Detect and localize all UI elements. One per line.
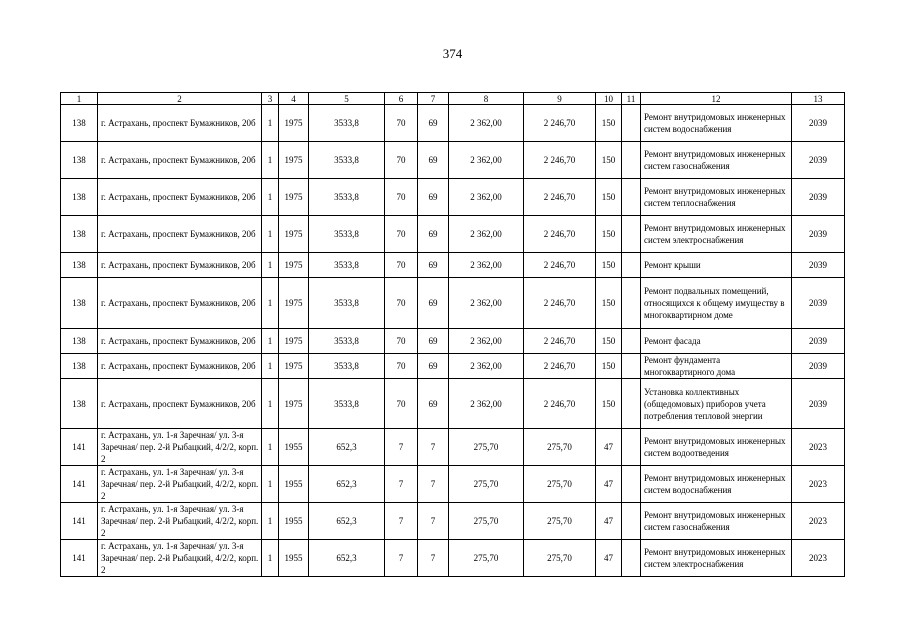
row-number-cell: 141 [61,503,98,540]
cell: 2 246,70 [524,179,596,216]
cell [622,253,641,278]
table-header-row [61,93,845,105]
year-cell: 1955 [279,466,309,503]
cell: 150 [596,253,622,278]
address-cell: г. Астрахань, ул. 1-я Заречная/ ул. 3-я Заречная/ пер. 2-й Рыбацкий, 4/2/2, корп. 2 [98,540,262,577]
cell: 69 [418,329,449,354]
work-type-cell: Ремонт фасада [641,329,792,354]
column-header: 13 [792,93,845,105]
cell: 69 [418,216,449,253]
year-cell: 1975 [279,329,309,354]
area-cell: 3533,8 [309,179,385,216]
year-cell: 1975 [279,105,309,142]
row-number-cell: 138 [61,329,98,354]
address-cell: г. Астрахань, проспект Бумажников, 20б [98,105,262,142]
year-cell: 1975 [279,216,309,253]
row-number-cell: 138 [61,216,98,253]
year-cell: 1975 [279,278,309,329]
cell: 47 [596,429,622,466]
row-number-cell: 141 [61,540,98,577]
column-header: 9 [524,93,596,105]
work-type-cell: Ремонт внутридомовых инженерных систем электроснабжения [641,216,792,253]
cell [622,379,641,429]
row-number-cell: 141 [61,466,98,503]
cell: 2 362,00 [449,179,524,216]
cell: 275,70 [524,503,596,540]
area-cell: 652,3 [309,466,385,503]
cell: 69 [418,105,449,142]
cell: 150 [596,179,622,216]
address-cell: г. Астрахань, проспект Бумажников, 20б [98,379,262,429]
table-row [61,379,845,429]
cell: 275,70 [449,540,524,577]
cell: 70 [385,105,418,142]
cell: 150 [596,142,622,179]
cell: 275,70 [524,540,596,577]
table-row [61,503,845,540]
year-cell: 1955 [279,429,309,466]
cell: 7 [385,503,418,540]
cell: 2 362,00 [449,253,524,278]
cell: 150 [596,278,622,329]
cell: 150 [596,216,622,253]
cell: 70 [385,329,418,354]
planned-year-cell: 2039 [792,354,845,379]
cell: 69 [418,354,449,379]
cell: 1 [262,379,279,429]
cell: 7 [418,503,449,540]
table-row [61,179,845,216]
planned-year-cell: 2039 [792,179,845,216]
cell: 275,70 [449,429,524,466]
cell: 70 [385,379,418,429]
cell: 2 246,70 [524,105,596,142]
cell: 7 [385,429,418,466]
row-number-cell: 138 [61,179,98,216]
planned-year-cell: 2039 [792,278,845,329]
cell: 70 [385,253,418,278]
address-cell: г. Астрахань, ул. 1-я Заречная/ ул. 3-я Заречная/ пер. 2-й Рыбацкий, 4/2/2, корп. 2 [98,429,262,466]
cell: 69 [418,179,449,216]
cell: 1 [262,429,279,466]
work-type-cell: Ремонт внутридомовых инженерных систем теплоснабжения [641,179,792,216]
year-cell: 1955 [279,540,309,577]
area-cell: 3533,8 [309,329,385,354]
cell: 275,70 [449,503,524,540]
cell [622,329,641,354]
planned-year-cell: 2039 [792,216,845,253]
year-cell: 1975 [279,379,309,429]
column-header: 8 [449,93,524,105]
planned-year-cell: 2023 [792,466,845,503]
cell: 1 [262,540,279,577]
year-cell: 1975 [279,142,309,179]
column-header: 5 [309,93,385,105]
cell: 1 [262,253,279,278]
address-cell: г. Астрахань, проспект Бумажников, 20б [98,329,262,354]
cell: 275,70 [524,429,596,466]
cell [622,540,641,577]
row-number-cell: 138 [61,253,98,278]
cell: 70 [385,179,418,216]
cell: 150 [596,105,622,142]
table-row [61,429,845,466]
cell: 47 [596,540,622,577]
planned-year-cell: 2023 [792,429,845,466]
work-type-cell: Ремонт внутридомовых инженерных систем газоснабжения [641,142,792,179]
page-number: 374 [442,46,463,61]
cell: 2 246,70 [524,278,596,329]
area-cell: 3533,8 [309,354,385,379]
address-cell: г. Астрахань, ул. 1-я Заречная/ ул. 3-я Заречная/ пер. 2-й Рыбацкий, 4/2/2, корп. 2 [98,503,262,540]
work-type-cell: Ремонт внутридомовых инженерных систем водоснабжения [641,466,792,503]
area-cell: 3533,8 [309,379,385,429]
year-cell: 1975 [279,253,309,278]
cell [622,278,641,329]
cell: 2 246,70 [524,216,596,253]
cell: 70 [385,354,418,379]
table-row [61,253,845,278]
planned-year-cell: 2023 [792,540,845,577]
cell: 1 [262,142,279,179]
cell: 275,70 [524,466,596,503]
address-cell: г. Астрахань, проспект Бумажников, 20б [98,278,262,329]
planned-year-cell: 2039 [792,142,845,179]
planned-year-cell: 2039 [792,105,845,142]
area-cell: 3533,8 [309,105,385,142]
cell: 275,70 [449,466,524,503]
column-header: 3 [262,93,279,105]
area-cell: 652,3 [309,540,385,577]
address-cell: г. Астрахань, ул. 1-я Заречная/ ул. 3-я Заречная/ пер. 2-й Рыбацкий, 4/2/2, корп. 2 [98,466,262,503]
table-row [61,540,845,577]
cell: 1 [262,329,279,354]
cell [622,429,641,466]
cell [622,216,641,253]
cell: 47 [596,466,622,503]
row-number-cell: 138 [61,142,98,179]
column-header: 11 [622,93,641,105]
work-type-cell: Ремонт фундамента многоквартирного дома [641,354,792,379]
work-type-cell: Установка коллективных (общедомовых) приборов учета потребления тепловой энергии [641,379,792,429]
row-number-cell: 138 [61,105,98,142]
column-header: 7 [418,93,449,105]
area-cell: 652,3 [309,503,385,540]
cell: 2 362,00 [449,142,524,179]
cell [622,179,641,216]
cell: 69 [418,142,449,179]
repair-schedule-table [60,92,845,577]
table-row [61,354,845,379]
cell: 7 [385,540,418,577]
cell [622,503,641,540]
row-number-cell: 138 [61,379,98,429]
planned-year-cell: 2039 [792,253,845,278]
cell: 7 [418,466,449,503]
cell: 47 [596,503,622,540]
cell: 2 246,70 [524,142,596,179]
row-number-cell: 141 [61,429,98,466]
area-cell: 3533,8 [309,216,385,253]
table-row [61,466,845,503]
cell: 150 [596,354,622,379]
column-header: 10 [596,93,622,105]
cell [622,466,641,503]
address-cell: г. Астрахань, проспект Бумажников, 20б [98,142,262,179]
address-cell: г. Астрахань, проспект Бумажников, 20б [98,253,262,278]
address-cell: г. Астрахань, проспект Бумажников, 20б [98,216,262,253]
cell: 2 362,00 [449,354,524,379]
cell: 1 [262,216,279,253]
cell: 70 [385,142,418,179]
address-cell: г. Астрахань, проспект Бумажников, 20б [98,354,262,379]
work-type-cell: Ремонт внутридомовых инженерных систем водоснабжения [641,105,792,142]
cell: 1 [262,105,279,142]
cell: 69 [418,379,449,429]
table-row [61,278,845,329]
planned-year-cell: 2039 [792,329,845,354]
cell: 2 362,00 [449,329,524,354]
area-cell: 3533,8 [309,142,385,179]
area-cell: 3533,8 [309,278,385,329]
cell [622,142,641,179]
work-type-cell: Ремонт внутридомовых инженерных систем электроснабжения [641,540,792,577]
column-header: 4 [279,93,309,105]
column-header: 2 [98,93,262,105]
column-header: 12 [641,93,792,105]
work-type-cell: Ремонт внутридомовых инженерных систем водоотведения [641,429,792,466]
cell: 150 [596,329,622,354]
table-row [61,329,845,354]
cell: 1 [262,179,279,216]
cell: 70 [385,278,418,329]
cell: 1 [262,466,279,503]
cell: 69 [418,253,449,278]
cell: 2 362,00 [449,105,524,142]
cell: 70 [385,216,418,253]
address-cell: г. Астрахань, проспект Бумажников, 20б [98,179,262,216]
cell [622,105,641,142]
table-row [61,216,845,253]
work-type-cell: Ремонт подвальных помещений, относящихся к общему имуществу в многоквартирном доме [641,278,792,329]
cell: 2 246,70 [524,354,596,379]
cell: 7 [418,540,449,577]
planned-year-cell: 2039 [792,379,845,429]
year-cell: 1975 [279,354,309,379]
cell [622,354,641,379]
cell: 69 [418,278,449,329]
work-type-cell: Ремонт крыши [641,253,792,278]
area-cell: 3533,8 [309,253,385,278]
cell: 2 246,70 [524,329,596,354]
cell: 7 [418,429,449,466]
table-row [61,142,845,179]
column-header: 6 [385,93,418,105]
table-row [61,105,845,142]
year-cell: 1975 [279,179,309,216]
cell: 7 [385,466,418,503]
planned-year-cell: 2023 [792,503,845,540]
cell: 2 246,70 [524,379,596,429]
cell: 150 [596,379,622,429]
row-number-cell: 138 [61,278,98,329]
cell: 2 362,00 [449,379,524,429]
work-type-cell: Ремонт внутридомовых инженерных систем газоснабжения [641,503,792,540]
cell: 2 246,70 [524,253,596,278]
year-cell: 1955 [279,503,309,540]
cell: 2 362,00 [449,278,524,329]
row-number-cell: 138 [61,354,98,379]
cell: 1 [262,503,279,540]
cell: 1 [262,354,279,379]
cell: 1 [262,278,279,329]
column-header: 1 [61,93,98,105]
cell: 2 362,00 [449,216,524,253]
table-body [61,105,845,577]
area-cell: 652,3 [309,429,385,466]
